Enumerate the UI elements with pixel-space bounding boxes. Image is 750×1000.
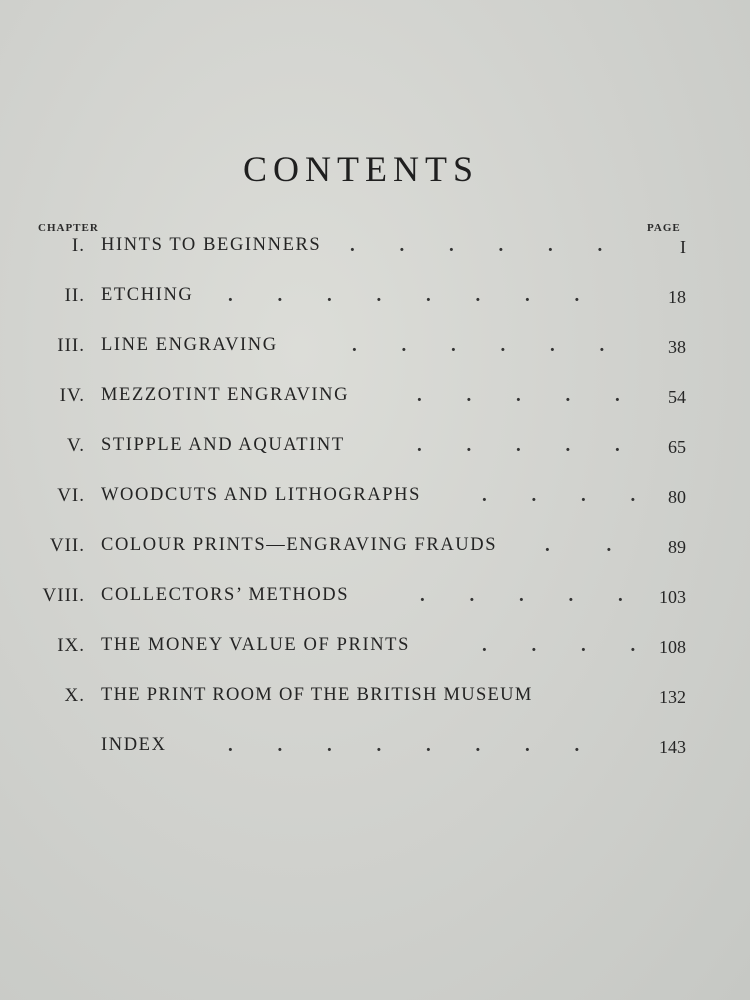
chapter-numeral: I. (71, 235, 85, 256)
toc-entry (0, 485, 750, 515)
toc-entry (0, 735, 750, 765)
chapter-title: HINTS TO BEGINNERS (101, 235, 322, 255)
chapter-title: COLLECTORS’ METHODS (101, 585, 350, 605)
toc-entry (0, 685, 750, 715)
toc-entry (0, 435, 750, 465)
chapter-title: LINE ENGRAVING (101, 335, 278, 355)
chapter-numeral: X. (64, 685, 85, 706)
page-number: I (680, 237, 686, 257)
page-number: 65 (668, 437, 686, 457)
dot-leader: . . . . . . (350, 235, 603, 256)
index-title: INDEX (101, 735, 167, 755)
page-number: 80 (668, 487, 686, 507)
page-number: 108 (659, 637, 686, 657)
chapter-title: WOODCUTS AND LITHOGRAPHS (101, 485, 422, 505)
toc-entry (0, 235, 750, 265)
dot-leader: . . . . . . . . (228, 285, 580, 306)
page-number: 18 (668, 287, 686, 307)
toc-entry (0, 285, 750, 315)
chapter-numeral: II. (64, 285, 85, 306)
chapter-title: THE MONEY VALUE OF PRINTS (101, 635, 410, 655)
chapter-numeral: III. (57, 335, 85, 356)
page-number: 143 (659, 737, 686, 757)
chapter-numeral: VI. (57, 485, 85, 506)
toc-entry (0, 635, 750, 665)
toc-entry (0, 585, 750, 615)
chapter-numeral: VIII. (42, 585, 85, 606)
page-number: 132 (659, 687, 686, 707)
page-number: 54 (668, 387, 686, 407)
chapter-title: COLOUR PRINTS—ENGRAVING FRAUDS (101, 535, 498, 555)
chapter-numeral: V. (66, 435, 85, 456)
page-number: 89 (668, 537, 686, 557)
page-number: 38 (668, 337, 686, 357)
page-number: 103 (659, 587, 686, 607)
dot-leader: . . . . (482, 485, 636, 506)
toc-entry (0, 335, 750, 365)
page-title: CONTENTS (243, 149, 479, 189)
chapter-column-header: CHAPTER (38, 222, 99, 234)
chapter-title: MEZZOTINT ENGRAVING (101, 385, 350, 405)
chapter-numeral: IV. (59, 385, 85, 406)
chapter-numeral: VII. (49, 535, 85, 556)
dot-leader: . . . . . (417, 385, 620, 406)
dot-leader: . . . . . (420, 585, 623, 606)
page-column-header: PAGE (647, 222, 681, 234)
dot-leader: . . . . . . . . (228, 735, 580, 756)
chapter-title: THE PRINT ROOM OF THE BRITISH MUSEUM (101, 685, 533, 705)
dot-leader: . . (545, 535, 612, 556)
chapter-title: STIPPLE AND AQUATINT (101, 435, 345, 455)
dot-leader: . . . . . . (352, 335, 605, 356)
dot-leader: . . . . (482, 635, 636, 656)
chapter-title: ETCHING (101, 285, 194, 305)
toc-entry (0, 535, 750, 565)
dot-leader: . . . . . (417, 435, 620, 456)
chapter-numeral: IX. (57, 635, 85, 656)
toc-entry (0, 385, 750, 415)
